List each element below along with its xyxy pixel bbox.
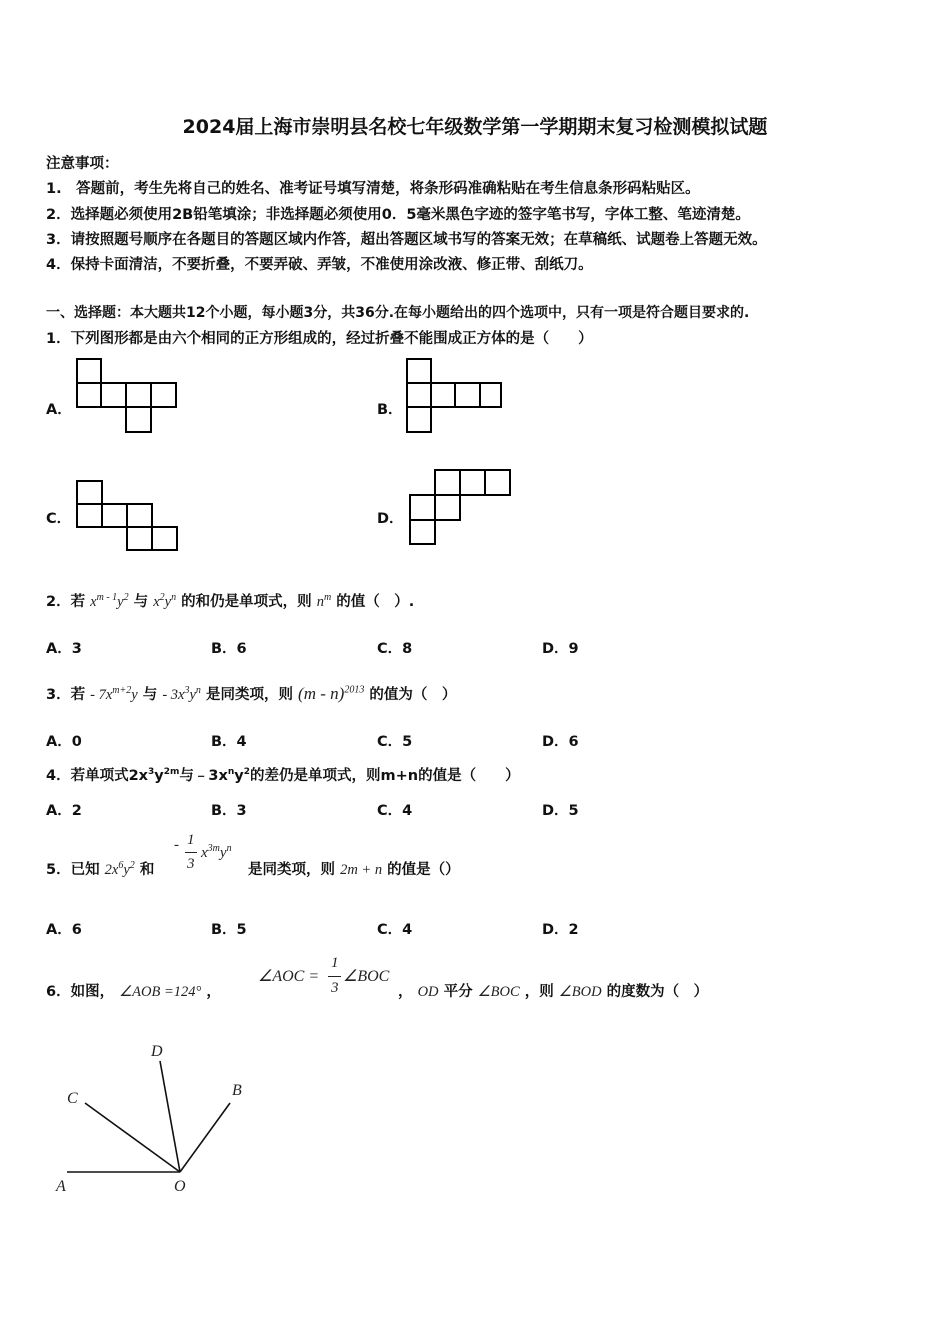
q1-net-c <box>70 477 185 555</box>
q6-frac-bar <box>328 976 341 977</box>
q5-frac-num: 1 <box>187 832 195 848</box>
q3-stem: 3．若 - $7x^{m+2}y$ 与 - $3x^3y^n$ 是同类项，则 (m - n)$^{2013}$ 的值为（ ） <box>46 684 457 703</box>
q5-frac-den: 3 <box>187 856 195 872</box>
q2-expr-1: $x^{m - 1}y^2$ <box>90 592 129 610</box>
q6-frac-num: 1 <box>331 955 339 971</box>
label-c: C <box>67 1090 78 1107</box>
q5-option-a: A．6 <box>46 922 82 938</box>
ray-od <box>160 1061 180 1172</box>
q3-option-a: A．0 <box>46 734 82 750</box>
q5-expr-1: $2x^6y^2$ <box>104 860 135 878</box>
q6-angle-figure <box>40 1035 270 1205</box>
q1-net-d <box>404 465 516 549</box>
q4-option-d: D．5 <box>542 803 579 819</box>
q3-option-c: C．5 <box>377 734 413 750</box>
section-heading: 一、选择题：本大题共12个小题，每小题3分，共36分.在每小题给出的四个选项中，只有一项是符合题目要求的. <box>46 305 750 321</box>
q5-option-d: D．2 <box>542 922 579 938</box>
q2-option-a: A．3 <box>46 641 82 657</box>
label-b: B <box>232 1082 242 1099</box>
q2-option-d: D．9 <box>542 641 579 657</box>
q6-bod: ∠BOD <box>558 984 602 1000</box>
q1-option-a-label: A． <box>46 402 72 418</box>
q5-stem-part2: 是同类项，则 2m + n 的值是（） <box>248 862 460 878</box>
label-o: O <box>174 1178 186 1195</box>
q1-option-c-label: C． <box>46 511 72 527</box>
ray-oc <box>85 1103 180 1172</box>
q3-expr-3: (m - n)$^{2013}$ <box>298 684 365 703</box>
q2-stem: 2．若 $x^{m - 1}y^2$ 与 $x^2y^n$ 的和仍是单项式，则 $n^m$ 的值（ ）. <box>46 592 415 610</box>
q6-boc: ∠BOC <box>477 984 520 1000</box>
note-1: 1. 答题前，考生先将自己的姓名、准考证号填写清楚，将条形码准确粘贴在考生信息条形码粘贴区。 <box>46 181 700 197</box>
q1-option-b-label: B． <box>377 402 403 418</box>
note-3: 3．请按照题号顺序在各题目的答题区域内作答，超出答题区域书写的答案无效；在草稿纸、试题卷上答题无效。 <box>46 232 767 248</box>
q5-stem-part1: 5．已知 $2x^6y^2$ 和 <box>46 860 155 878</box>
q6-stem-part2: ， OD 平分 ∠BOC ，则 ∠BOD 的度数为（ ） <box>398 984 709 1000</box>
q1-net-a <box>70 355 190 437</box>
q4-option-c: C．4 <box>377 803 413 819</box>
note-2: 2．选择题必须使用2B铅笔填涂；非选择题必须使用0．5毫米黑色字迹的签字笔书写，字体工整、笔迹清楚。 <box>46 207 750 223</box>
q6-angle-aoc: ∠AOC = <box>258 968 320 985</box>
note-4: 4．保持卡面清洁，不要折叠，不要弄破、弄皱，不准使用涂改液、修正带、刮纸刀。 <box>46 257 593 273</box>
q5-option-b: B．5 <box>211 922 247 938</box>
q2-expr-2: $x^2y^n$ <box>153 592 177 610</box>
q3-option-d: D．6 <box>542 734 579 750</box>
ray-ob <box>180 1103 230 1172</box>
q3-expr-1: - $7x^{m+2}y$ <box>90 685 138 703</box>
q5-frac-bar <box>185 852 197 853</box>
q5-option-c: C．4 <box>377 922 413 938</box>
q5-minus: - <box>174 837 179 853</box>
q6-od: OD <box>417 984 439 1000</box>
q5-expr-2: $x^{3m}y^n$ <box>201 843 232 861</box>
q2-option-b: B．6 <box>211 641 247 657</box>
q1-option-d-label: D． <box>377 511 404 527</box>
q6-stem-part1: 6．如图， ∠AOB =124° ， <box>46 984 221 1000</box>
q2-expr-3: $n^m$ <box>316 592 332 610</box>
q4-option-a: A．2 <box>46 803 82 819</box>
q1-stem: 1．下列图形都是由六个相同的正方形组成的，经过折叠不能围成正方体的是（ ） <box>46 331 593 347</box>
q4-stem: 4．若单项式$2x^3y^{2m}$与$﹣3x^ny^2$的差仍是单项式，则m+n的值是（ ） <box>46 767 520 784</box>
q6-frac-den: 3 <box>331 980 339 996</box>
q3-option-b: B．4 <box>211 734 247 750</box>
q3-expr-2: - $3x^3y^n$ <box>162 685 201 703</box>
q6-angle-boc: ∠BOC <box>343 968 390 985</box>
page-title: 2024届上海市崇明县名校七年级数学第一学期期末复习检测模拟试题 <box>182 116 768 138</box>
q6-angle-aob: ∠AOB =124° <box>119 984 202 1000</box>
q5-expr-3: 2m + n <box>340 862 383 878</box>
label-d: D <box>151 1043 163 1060</box>
label-a: A <box>56 1178 66 1195</box>
q2-option-c: C．8 <box>377 641 413 657</box>
notes-heading: 注意事项： <box>46 156 119 172</box>
q1-net-b <box>400 355 510 437</box>
q4-option-b: B．3 <box>211 803 247 819</box>
